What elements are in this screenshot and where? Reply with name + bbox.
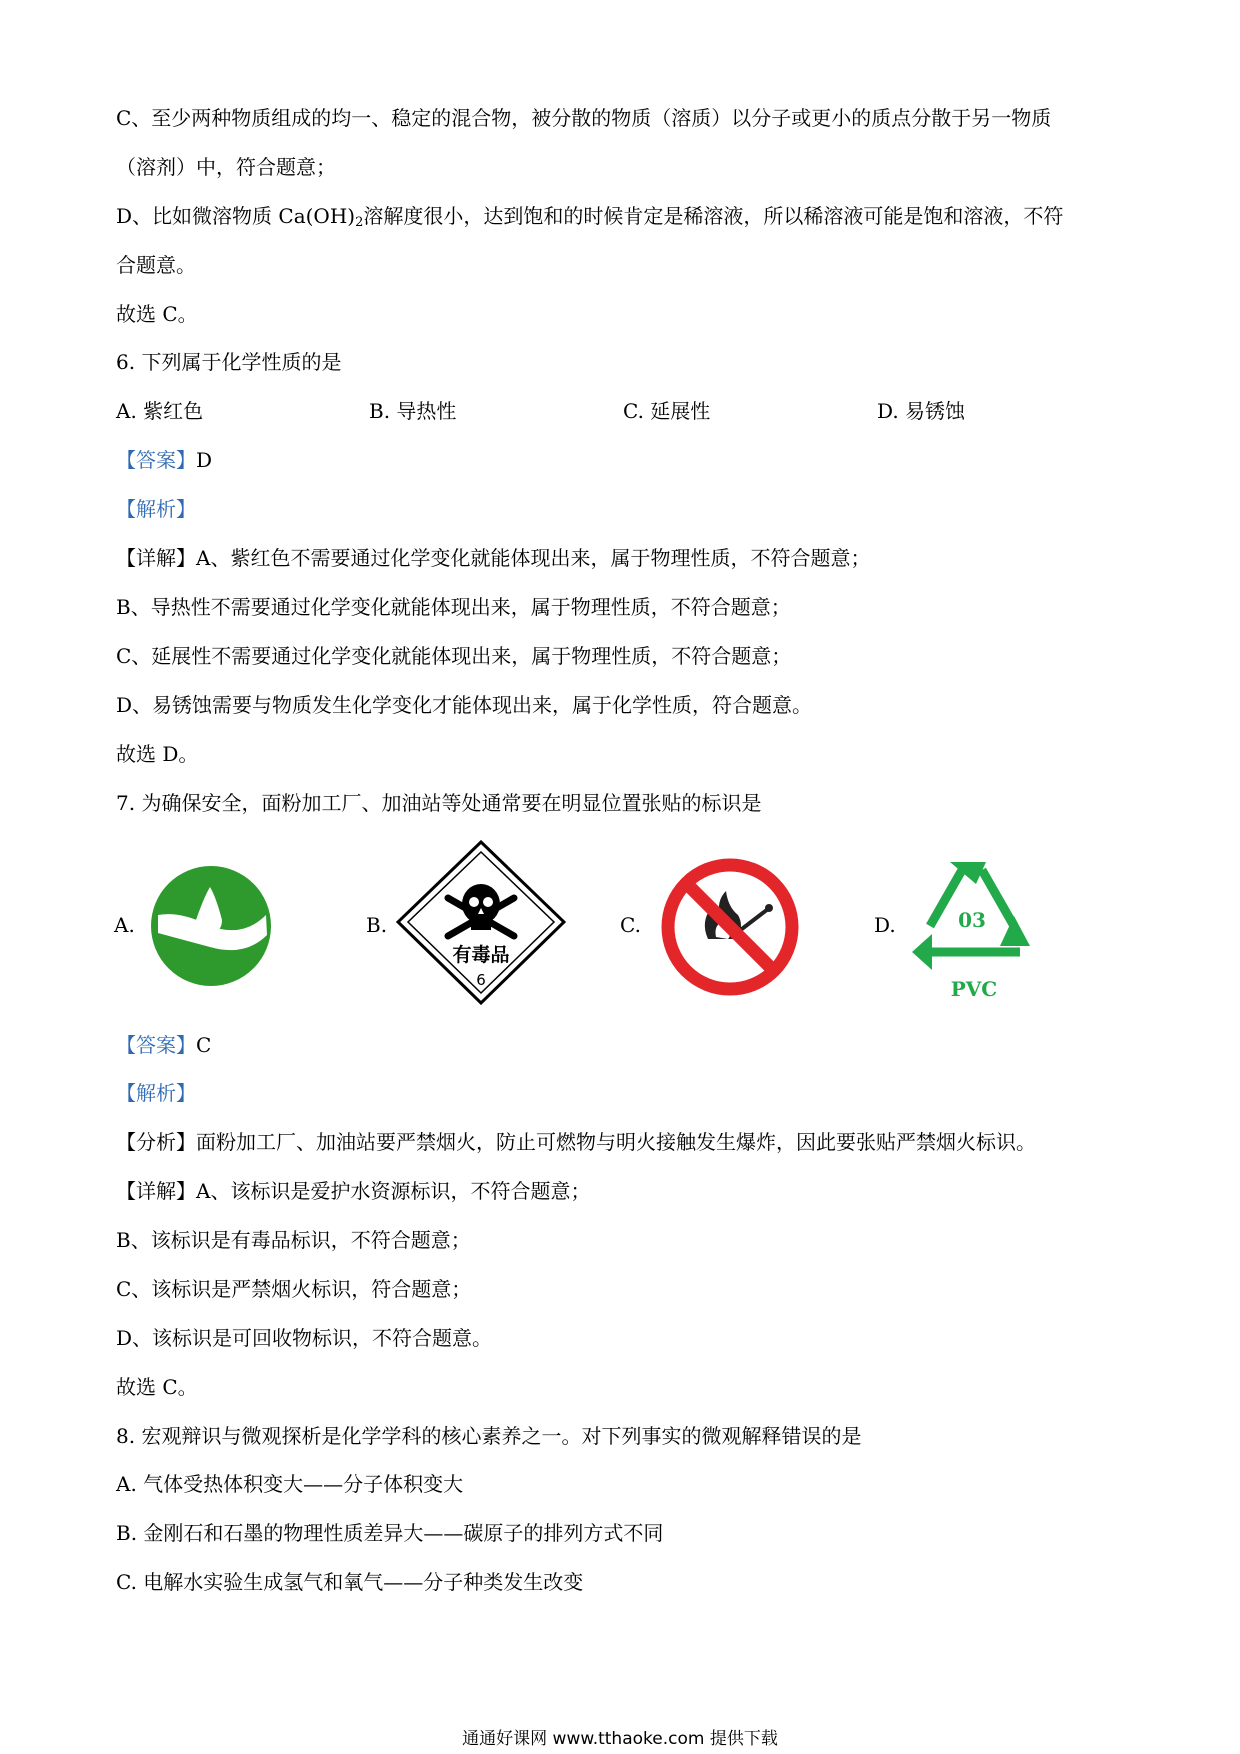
q6-option-a: A. 紫红色 <box>116 399 204 423</box>
recycling-pvc-icon <box>902 850 1042 1005</box>
toxic-sign-number: 6 <box>476 971 486 989</box>
q6-choose: 故选 D。 <box>116 742 199 766</box>
recycle-number: 03 <box>958 908 986 932</box>
q8-option-a: A. 气体受热体积变大——分子体积变大 <box>116 1472 464 1496</box>
q5-option-c-line1: C、至少两种物质组成的均一、稳定的混合物，被分散的物质（溶质）以分子或更小的质点分散于另一物质 <box>116 106 1052 130</box>
q6-option-b: B. 导热性 <box>369 399 457 423</box>
q7-choose: 故选 C。 <box>116 1375 198 1399</box>
page-footer: 通通好课网 www.tthaoke.com 提供下载 <box>462 1729 778 1749</box>
q6-detail-d: D、易锈蚀需要与物质发生化学变化才能体现出来，属于化学性质，符合题意。 <box>116 693 813 717</box>
q6-analysis-tag: 【解析】 <box>116 497 196 521</box>
q6-option-d: D. 易锈蚀 <box>877 399 966 423</box>
q6-answer <box>116 445 212 475</box>
water-saving-icon <box>150 865 272 987</box>
q7-detail-a: 【详解】A、该标识是爱护水资源标识，不符合题意； <box>116 1179 591 1203</box>
q7-label-d: D. <box>874 913 896 937</box>
q5-option-d-post: 溶解度很小，达到饱和的时候肯定是稀溶液，所以稀溶液可能是饱和溶液，不符 <box>363 204 1064 228</box>
q5-option-d-line1 <box>116 201 1063 238</box>
toxic-sign-text: 有毒品 <box>452 944 510 966</box>
q5-option-d-pre: D、比如微溶物质 Ca(OH) <box>116 204 356 228</box>
q5-choose: 故选 C。 <box>116 302 198 326</box>
q7-analysis-tag: 【解析】 <box>116 1081 196 1105</box>
q6-detail-b: B、导热性不需要通过化学变化就能体现出来，属于物理性质，不符合题意； <box>116 595 791 619</box>
q7-answer-tag: 【答案】 <box>116 1033 196 1057</box>
q7-detail-c: C、该标识是严禁烟火标识，符合题意； <box>116 1277 472 1301</box>
q7-answer <box>116 1030 211 1060</box>
q8-stem: 8. 宏观辩识与微观探析是化学学科的核心素养之一。对下列事实的微观解释错误的是 <box>116 1424 862 1448</box>
no-open-flame-icon <box>658 855 802 999</box>
q7-stem: 7. 为确保安全，面粉加工厂、加油站等处通常要在明显位置张贴的标识是 <box>116 791 762 815</box>
q7-answer-value: C <box>196 1033 212 1057</box>
q6-stem: 6. 下列属于化学性质的是 <box>116 350 342 374</box>
q7-label-a: A. <box>114 913 135 937</box>
q7-label-b: B. <box>366 913 388 937</box>
q5-option-d-line2: 合题意。 <box>116 253 196 277</box>
q7-analysis: 【分析】面粉加工厂、加油站要严禁烟火，防止可燃物与明火接触发生爆炸，因此要张贴严禁烟火标识。 <box>116 1130 1036 1154</box>
q6-answer-value: D <box>196 448 213 472</box>
q8-option-b: B. 金刚石和石墨的物理性质差异大——碳原子的排列方式不同 <box>116 1521 664 1545</box>
q7-detail-b: B、该标识是有毒品标识，不符合题意； <box>116 1228 471 1252</box>
toxic-substance-icon <box>396 840 566 1005</box>
q6-answer-tag: 【答案】 <box>116 448 196 472</box>
q8-option-c: C. 电解水实验生成氢气和氧气——分子种类发生改变 <box>116 1570 584 1594</box>
q6-detail-c: C、延展性不需要通过化学变化就能体现出来，属于物理性质，不符合题意； <box>116 644 792 668</box>
q6-detail-a: 【详解】A、紫红色不需要通过化学变化就能体现出来，属于物理性质，不符合题意； <box>116 546 871 570</box>
recycle-material-text: PVC <box>950 977 998 1001</box>
q7-detail-d: D、该标识是可回收物标识，不符合题意。 <box>116 1326 493 1350</box>
q6-option-c: C. 延展性 <box>623 399 711 423</box>
q5-option-d-subscript: 2 <box>355 215 364 230</box>
q5-option-c-line2: （溶剂）中，符合题意； <box>116 155 336 179</box>
q7-label-c: C. <box>620 913 641 937</box>
